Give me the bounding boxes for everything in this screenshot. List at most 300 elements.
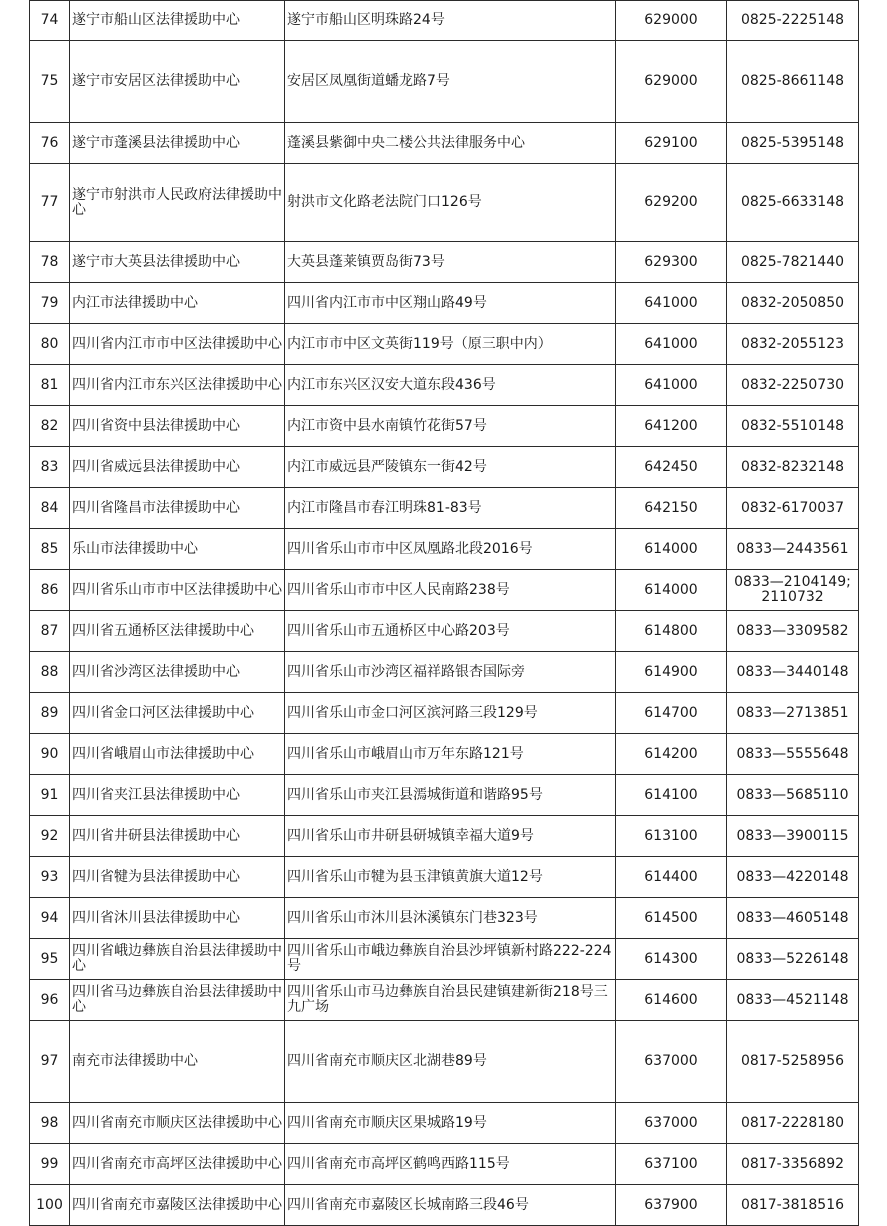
- center-name: 四川省五通桥区法律援助中心: [72, 622, 254, 639]
- center-address: 四川省乐山市峨眉山市万年东路121号: [287, 745, 524, 762]
- table-row: [30, 164, 859, 242]
- center-name-cell: [70, 406, 285, 447]
- postcode: 614000: [644, 540, 698, 557]
- table-row: [30, 652, 859, 693]
- postcode-cell: [616, 816, 727, 857]
- postcode-cell: [616, 898, 727, 939]
- center-name-cell: [70, 939, 285, 980]
- center-name: 南充市法律援助中心: [72, 1053, 198, 1069]
- phone-number-cell: [727, 980, 859, 1021]
- center-name: 遂宁市大英县法律援助中心: [72, 253, 240, 270]
- phone-number: 0833—5226148: [736, 950, 849, 967]
- table-row: [30, 324, 859, 365]
- table-row: [30, 365, 859, 406]
- postcode-cell: [616, 570, 727, 611]
- phone-number: 0825-6633148: [740, 194, 845, 210]
- row-number: 79: [40, 294, 59, 311]
- row-number: 93: [40, 868, 59, 885]
- center-name: 四川省沙湾区法律援助中心: [72, 663, 240, 680]
- phone-number-cell: [727, 529, 859, 570]
- center-address: 四川省乐山市沙湾区福祥路银杏国际旁: [287, 663, 525, 680]
- center-name: 遂宁市船山区法律援助中心: [72, 12, 240, 28]
- center-name-cell: [70, 529, 285, 570]
- phone-number-cell: [727, 365, 859, 406]
- postcode: 629000: [644, 12, 698, 28]
- center-address-cell: [285, 1103, 616, 1144]
- phone-number-cell: [727, 611, 859, 652]
- phone-number-cell: [727, 652, 859, 693]
- table-row: [30, 775, 859, 816]
- table-row: [30, 283, 859, 324]
- postcode: 642150: [644, 499, 698, 516]
- center-address-cell: [285, 41, 616, 123]
- center-name-cell: [70, 488, 285, 529]
- phone-number-cell: [727, 164, 859, 242]
- postcode: 614600: [644, 991, 698, 1008]
- phone-number: 0833—3900115: [736, 827, 849, 844]
- center-name: 四川省金口河区法律援助中心: [72, 704, 254, 721]
- phone-number: 0832-5510148: [740, 417, 845, 434]
- postcode: 614900: [644, 663, 698, 680]
- table-row: [30, 406, 859, 447]
- center-name: 四川省内江市市中区法律援助中心: [72, 335, 282, 352]
- center-address-cell: [285, 1, 616, 41]
- phone-number: 0833—2104149;: [734, 574, 851, 590]
- postcode-cell: [616, 652, 727, 693]
- postcode-cell: [616, 164, 727, 242]
- phone-number: 0832-2055123: [740, 335, 845, 352]
- center-name-cell: [70, 324, 285, 365]
- postcode-cell: [616, 939, 727, 980]
- phone-number-cell: [727, 324, 859, 365]
- center-address-cell: [285, 693, 616, 734]
- postcode-cell: [616, 857, 727, 898]
- row-number: 98: [40, 1114, 59, 1131]
- phone-number-cell: [727, 488, 859, 529]
- phone-number: 0825-2225148: [740, 12, 845, 28]
- center-name: 四川省南充市顺庆区法律援助中心: [72, 1114, 282, 1131]
- postcode-cell: [616, 406, 727, 447]
- phone-number: 0817-3356892: [740, 1155, 845, 1172]
- row-number: 87: [40, 622, 59, 639]
- center-name-cell: [70, 164, 285, 242]
- postcode: 614300: [644, 950, 698, 967]
- center-address-cell: [285, 980, 616, 1021]
- center-name-cell: [70, 570, 285, 611]
- row-number-cell: [30, 365, 70, 406]
- phone-number-cell: [727, 1, 859, 41]
- row-number: 82: [40, 417, 59, 434]
- center-address: 四川省乐山市峨边彝族自治县沙坪镇新村路222-224号: [287, 943, 612, 974]
- postcode-cell: [616, 775, 727, 816]
- table-row: [30, 734, 859, 775]
- postcode: 641000: [644, 335, 698, 352]
- center-address-cell: [285, 529, 616, 570]
- phone-number-cell: [727, 857, 859, 898]
- row-number: 81: [40, 376, 59, 393]
- center-name-cell: [70, 447, 285, 488]
- center-name: 四川省南充市高坪区法律援助中心: [72, 1155, 282, 1172]
- legal-aid-directory: [29, 0, 859, 1226]
- row-number: 83: [40, 458, 59, 475]
- row-number-cell: [30, 734, 70, 775]
- center-name: 四川省内江市东兴区法律援助中心: [72, 376, 282, 393]
- center-name: 四川省南充市嘉陵区法律援助中心: [72, 1196, 282, 1213]
- row-number: 95: [40, 950, 59, 967]
- row-number: 74: [40, 12, 59, 28]
- postcode-cell: [616, 365, 727, 406]
- phone-number-cell: [727, 734, 859, 775]
- center-name: 四川省犍为县法律援助中心: [72, 868, 240, 885]
- row-number-cell: [30, 939, 70, 980]
- row-number-cell: [30, 1144, 70, 1185]
- phone-number-cell: [727, 1103, 859, 1144]
- center-address-cell: [285, 283, 616, 324]
- postcode: 637100: [644, 1155, 698, 1172]
- center-address-cell: [285, 488, 616, 529]
- phone-number: 0833—4220148: [736, 868, 849, 885]
- row-number-cell: [30, 775, 70, 816]
- center-name-cell: [70, 734, 285, 775]
- postcode-cell: [616, 1021, 727, 1103]
- phone-number: 0832-2050850: [740, 294, 845, 311]
- row-number-cell: [30, 447, 70, 488]
- row-number: 99: [40, 1155, 59, 1172]
- postcode-cell: [616, 1144, 727, 1185]
- center-address-cell: [285, 164, 616, 242]
- center-address: 蓬溪县紫御中央二楼公共法律服务中心: [287, 134, 525, 151]
- row-number-cell: [30, 693, 70, 734]
- row-number: 91: [40, 786, 59, 803]
- center-address: 内江市资中县水南镇竹花街57号: [287, 417, 487, 434]
- table-row: [30, 816, 859, 857]
- postcode-cell: [616, 123, 727, 164]
- center-name: 四川省峨边彝族自治县法律援助中心: [72, 943, 282, 974]
- postcode: 637000: [644, 1114, 698, 1131]
- table-row: [30, 611, 859, 652]
- row-number-cell: [30, 570, 70, 611]
- table-row: [30, 41, 859, 123]
- phone-number: 0833—5555648: [736, 745, 849, 762]
- postcode: 629200: [644, 194, 698, 210]
- phone-number-cell: [727, 123, 859, 164]
- center-address-cell: [285, 1021, 616, 1103]
- phone-number: 0825-8661148: [740, 73, 845, 89]
- row-number-cell: [30, 1185, 70, 1226]
- center-name: 乐山市法律援助中心: [72, 540, 198, 557]
- phone-number: 0833—4605148: [736, 909, 849, 926]
- center-address-cell: [285, 734, 616, 775]
- row-number-cell: [30, 164, 70, 242]
- center-address: 四川省乐山市犍为县玉津镇黄旗大道12号: [287, 868, 543, 885]
- center-address: 四川省南充市顺庆区果城路19号: [287, 1114, 487, 1131]
- postcode: 614000: [644, 581, 698, 598]
- postcode-cell: [616, 693, 727, 734]
- center-address-cell: [285, 447, 616, 488]
- phone-number-cell: [727, 939, 859, 980]
- center-name: 四川省隆昌市法律援助中心: [72, 499, 240, 516]
- phone-number-cell: [727, 406, 859, 447]
- postcode: 614500: [644, 909, 698, 926]
- table-row: [30, 570, 859, 611]
- center-name: 四川省井研县法律援助中心: [72, 827, 240, 844]
- center-name: 四川省资中县法律援助中心: [72, 417, 240, 434]
- row-number: 84: [40, 499, 59, 516]
- phone-number: 0833—5685110: [736, 786, 849, 803]
- row-number-cell: [30, 283, 70, 324]
- center-address: 四川省南充市高坪区鹤鸣西路115号: [287, 1155, 510, 1172]
- phone-number: 0833—3309582: [736, 622, 849, 639]
- table-row: [30, 1185, 859, 1226]
- center-name-cell: [70, 980, 285, 1021]
- directory-table-body: [30, 1, 859, 1226]
- postcode-cell: [616, 529, 727, 570]
- center-name-cell: [70, 41, 285, 123]
- table-row: [30, 693, 859, 734]
- phone-number: 0825-5395148: [740, 134, 845, 151]
- phone-number: 0833—3440148: [736, 663, 849, 680]
- center-address: 四川省乐山市市中区人民南路238号: [287, 581, 510, 598]
- row-number-cell: [30, 242, 70, 283]
- phone-number-cell: [727, 898, 859, 939]
- center-address: 安居区凤凰街道蟠龙路7号: [287, 73, 450, 89]
- table-row: [30, 939, 859, 980]
- row-number: 75: [40, 73, 59, 89]
- center-address: 四川省乐山市五通桥区中心路203号: [287, 622, 510, 639]
- center-name-cell: [70, 1103, 285, 1144]
- table-row: [30, 1, 859, 41]
- row-number: 77: [40, 194, 59, 210]
- center-name: 四川省乐山市市中区法律援助中心: [72, 581, 282, 598]
- center-name: 四川省威远县法律援助中心: [72, 458, 240, 475]
- phone-number: 0832-2250730: [740, 376, 845, 393]
- center-address: 内江市东兴区汉安大道东段436号: [287, 376, 496, 393]
- center-name-cell: [70, 816, 285, 857]
- center-name: 四川省沐川县法律援助中心: [72, 909, 240, 926]
- row-number-cell: [30, 324, 70, 365]
- postcode: 614100: [644, 786, 698, 803]
- row-number: 92: [40, 827, 59, 844]
- row-number-cell: [30, 898, 70, 939]
- postcode: 641000: [644, 294, 698, 311]
- phone-number-cell: [727, 1021, 859, 1103]
- phone-number-cell: [727, 570, 859, 611]
- row-number-cell: [30, 857, 70, 898]
- center-address-cell: [285, 816, 616, 857]
- postcode-cell: [616, 1, 727, 41]
- postcode: 637000: [644, 1053, 698, 1069]
- row-number-cell: [30, 406, 70, 447]
- center-address: 大英县蓬莱镇贾岛街73号: [287, 253, 445, 270]
- postcode: 614400: [644, 868, 698, 885]
- row-number-cell: [30, 488, 70, 529]
- postcode-cell: [616, 447, 727, 488]
- center-address: 四川省乐山市金口河区滨河路三段129号: [287, 704, 538, 721]
- phone-number-cell: [727, 1144, 859, 1185]
- row-number-cell: [30, 41, 70, 123]
- center-address: 内江市隆昌市春江明珠81-83号: [287, 499, 482, 516]
- center-address-cell: [285, 857, 616, 898]
- row-number: 78: [40, 253, 59, 270]
- table-row: [30, 1021, 859, 1103]
- row-number: 97: [40, 1053, 59, 1069]
- row-number: 89: [40, 704, 59, 721]
- center-address: 四川省南充市嘉陵区长城南路三段46号: [287, 1196, 529, 1213]
- row-number: 96: [40, 991, 59, 1008]
- center-address-cell: [285, 652, 616, 693]
- center-name: 遂宁市蓬溪县法律援助中心: [72, 134, 240, 151]
- phone-number: 0825-7821440: [740, 253, 845, 270]
- center-address-cell: [285, 242, 616, 283]
- postcode: 614700: [644, 704, 698, 721]
- postcode: 614800: [644, 622, 698, 639]
- postcode: 613100: [644, 827, 698, 844]
- postcode: 629100: [644, 134, 698, 151]
- phone-number: 0833—4521148: [736, 991, 849, 1008]
- phone-number-cell: [727, 775, 859, 816]
- table-row: [30, 123, 859, 164]
- center-name: 四川省马边彝族自治县法律援助中心: [72, 984, 282, 1015]
- table-row: [30, 529, 859, 570]
- phone-number: 0832-8232148: [740, 458, 845, 475]
- center-address-cell: [285, 324, 616, 365]
- center-name: 四川省峨眉山市法律援助中心: [72, 745, 254, 762]
- row-number-cell: [30, 1021, 70, 1103]
- center-name: 内江市法律援助中心: [72, 294, 198, 311]
- row-number: 100: [36, 1196, 63, 1213]
- phone-number: 0817-2228180: [740, 1114, 845, 1131]
- postcode-cell: [616, 1185, 727, 1226]
- center-address: 四川省乐山市夹江县漹城街道和谐路95号: [287, 786, 543, 803]
- row-number-cell: [30, 1, 70, 41]
- postcode-cell: [616, 1103, 727, 1144]
- table-row: [30, 898, 859, 939]
- center-address: 射洪市文化路老法院门口126号: [287, 194, 482, 210]
- center-name-cell: [70, 1021, 285, 1103]
- row-number-cell: [30, 1103, 70, 1144]
- center-name-cell: [70, 857, 285, 898]
- table-row: [30, 242, 859, 283]
- row-number: 76: [40, 134, 59, 151]
- center-name-cell: [70, 652, 285, 693]
- row-number-cell: [30, 980, 70, 1021]
- phone-number-cell: [727, 41, 859, 123]
- center-address-cell: [285, 775, 616, 816]
- directory-table: [29, 0, 859, 1226]
- postcode: 637900: [644, 1196, 698, 1213]
- center-name-cell: [70, 1185, 285, 1226]
- center-name-cell: [70, 1, 285, 41]
- center-name-cell: [70, 693, 285, 734]
- row-number: 90: [40, 745, 59, 762]
- phone-number-extra: 2110732: [761, 589, 824, 605]
- postcode: 614200: [644, 745, 698, 762]
- center-name: 四川省夹江县法律援助中心: [72, 786, 240, 803]
- table-row: [30, 980, 859, 1021]
- center-name-cell: [70, 775, 285, 816]
- postcode-cell: [616, 734, 727, 775]
- center-name-cell: [70, 242, 285, 283]
- center-name-cell: [70, 365, 285, 406]
- center-address-cell: [285, 898, 616, 939]
- center-address: 四川省南充市顺庆区北湖巷89号: [287, 1053, 487, 1069]
- row-number: 86: [40, 581, 59, 598]
- center-address-cell: [285, 1144, 616, 1185]
- center-address-cell: [285, 1185, 616, 1226]
- phone-number: 0833—2443561: [736, 540, 849, 557]
- center-address-cell: [285, 611, 616, 652]
- postcode: 642450: [644, 458, 698, 475]
- table-row: [30, 857, 859, 898]
- row-number-cell: [30, 611, 70, 652]
- center-name: 遂宁市射洪市人民政府法律援助中心: [72, 186, 282, 218]
- row-number-cell: [30, 816, 70, 857]
- postcode-cell: [616, 283, 727, 324]
- postcode-cell: [616, 324, 727, 365]
- center-name-cell: [70, 898, 285, 939]
- row-number: 94: [40, 909, 59, 926]
- center-address-cell: [285, 406, 616, 447]
- row-number-cell: [30, 529, 70, 570]
- center-address-cell: [285, 570, 616, 611]
- postcode: 641000: [644, 376, 698, 393]
- row-number: 85: [40, 540, 59, 557]
- center-address-cell: [285, 365, 616, 406]
- center-name-cell: [70, 123, 285, 164]
- postcode-cell: [616, 41, 727, 123]
- postcode: 629000: [644, 73, 698, 89]
- center-address: 内江市威远县严陵镇东一街42号: [287, 458, 487, 475]
- row-number-cell: [30, 652, 70, 693]
- center-address: 遂宁市船山区明珠路24号: [287, 12, 445, 28]
- center-address-cell: [285, 939, 616, 980]
- phone-number-cell: [727, 816, 859, 857]
- center-address-cell: [285, 123, 616, 164]
- table-row: [30, 1144, 859, 1185]
- center-name-cell: [70, 611, 285, 652]
- phone-number: 0833—2713851: [736, 704, 849, 721]
- center-address: 四川省内江市市中区翔山路49号: [287, 294, 487, 311]
- postcode: 641200: [644, 417, 698, 434]
- table-row: [30, 488, 859, 529]
- phone-number: 0832-6170037: [740, 499, 845, 516]
- postcode: 629300: [644, 253, 698, 270]
- postcode-cell: [616, 611, 727, 652]
- phone-number-cell: [727, 447, 859, 488]
- phone-number-cell: [727, 242, 859, 283]
- row-number: 88: [40, 663, 59, 680]
- center-name-cell: [70, 283, 285, 324]
- phone-number-cell: [727, 1185, 859, 1226]
- postcode-cell: [616, 980, 727, 1021]
- center-address: 四川省乐山市市中区凤凰路北段2016号: [287, 540, 533, 557]
- phone-number: 0817-5258956: [740, 1053, 845, 1069]
- center-name-cell: [70, 1144, 285, 1185]
- center-address: 四川省乐山市沐川县沐溪镇东门巷323号: [287, 909, 538, 926]
- postcode-cell: [616, 488, 727, 529]
- postcode-cell: [616, 242, 727, 283]
- center-name: 遂宁市安居区法律援助中心: [72, 73, 240, 89]
- center-address: 内江市市中区文英街119号（原三职中内）: [287, 335, 552, 352]
- center-address: 四川省乐山市井研县研城镇幸福大道9号: [287, 827, 534, 844]
- row-number-cell: [30, 123, 70, 164]
- center-address: 四川省乐山市马边彝族自治县民建镇建新街218号三九广场: [287, 984, 608, 1015]
- table-row: [30, 447, 859, 488]
- phone-number-cell: [727, 693, 859, 734]
- phone-number-cell: [727, 283, 859, 324]
- phone-number: 0817-3818516: [740, 1196, 845, 1213]
- table-row: [30, 1103, 859, 1144]
